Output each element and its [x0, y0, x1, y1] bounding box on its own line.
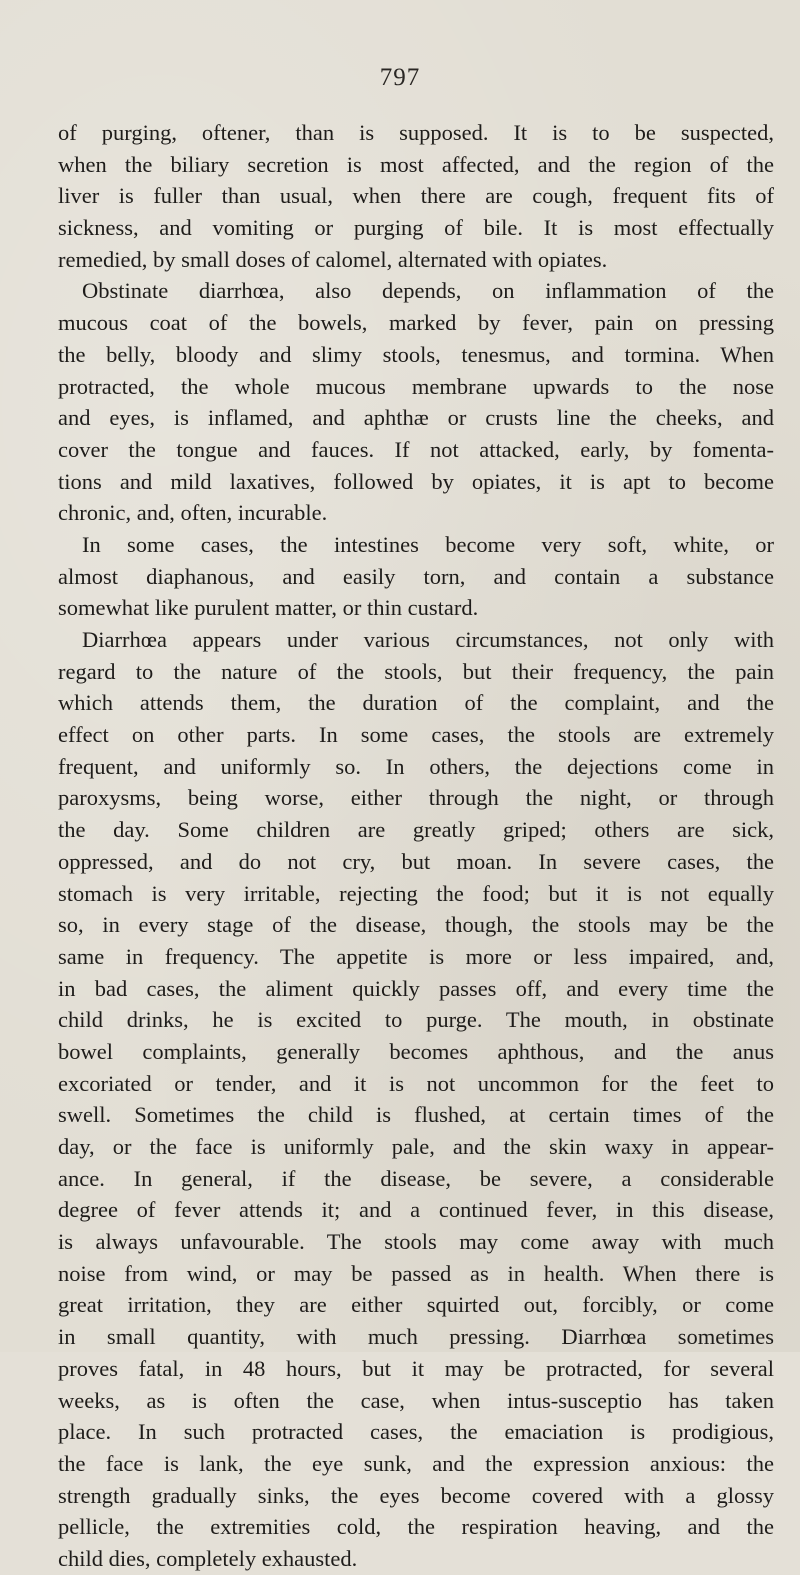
text-line: of purging, oftener, than is supposed. It is to be suspected,	[58, 120, 774, 145]
text-line: is always unfavourable. The stools may come away with much	[58, 1229, 774, 1255]
text-line: great irritation, they are either squirted out, forcibly, or come	[58, 1292, 774, 1318]
text-line: the day. Some children are greatly griped; others are sick,	[58, 817, 774, 843]
text-line: stomach is very irritable, rejecting the food; but it is not equally	[58, 880, 774, 906]
text-line: Obstinate diarrhœa, also depends, on inflammation of the	[82, 278, 774, 304]
text-line: place. In such protracted cases, the emaciation is prodigious,	[58, 1419, 774, 1445]
text-line: child dies, completely exhausted.	[58, 1545, 358, 1571]
text-line: protracted, the whole mucous membrane upwards to the nose	[58, 373, 774, 399]
text-line: Diarrhœa appears under various circumstances, not only with	[82, 627, 774, 652]
body-text	[58, 117, 774, 1575]
text-line: so, in every stage of the disease, though, the stools may be the	[58, 912, 774, 938]
text-line: excoriated or tender, and it is not uncommon for the feet to	[58, 1070, 774, 1096]
text-line: almost diaphanous, and easily torn, and contain a substance	[58, 563, 774, 589]
text-line: In some cases, the intestines become very soft, white, or	[82, 531, 774, 557]
text-line: which attends them, the duration of the complaint, and the	[58, 690, 774, 716]
text-line: in small quantity, with much pressing. Diarrhœa sometimes	[58, 1324, 774, 1350]
text-line: chronic, and, often, incurable.	[58, 500, 328, 526]
text-line: regard to the nature of the stools, but their frequency, the pain	[58, 658, 774, 684]
text-line: effect on other parts. In some cases, the stools are extremely	[58, 722, 774, 748]
text-line: noise from wind, or may be passed as in health. When there is	[58, 1260, 774, 1286]
text-line: pellicle, the extremities cold, the respiration heaving, and the	[58, 1514, 774, 1540]
text-line: the face is lank, the eye sunk, and the expression anxious: the	[58, 1450, 774, 1476]
text-line: bowel complaints, generally becomes aphthous, and the anus	[58, 1038, 774, 1064]
text-line: swell. Sometimes the child is flushed, at certain times of the	[58, 1102, 774, 1128]
text-line: cover the tongue and fauces. If not attacked, early, by fomenta-	[58, 436, 774, 462]
text-line: weeks, as is often the case, when intus-susceptio has taken	[58, 1387, 774, 1413]
text-line: strength gradually sinks, the eyes become covered with a glossy	[58, 1482, 774, 1508]
text-line: degree of fever attends it; and a continued fever, in this disease,	[58, 1197, 774, 1223]
text-line: sickness, and vomiting or purging of bile. It is most effectually	[58, 215, 774, 241]
text-line: ance. In general, if the disease, be severe, a considerable	[58, 1165, 774, 1191]
text-line: day, or the face is uniformly pale, and the skin waxy in appear-	[58, 1134, 774, 1159]
page-number: 797	[379, 64, 421, 91]
text-line: paroxysms, being worse, either through the night, or through	[58, 785, 774, 811]
text-line: tions and mild laxatives, followed by opiates, it is apt to become	[58, 468, 774, 494]
text-line: same in frequency. The appetite is more or less impaired, and,	[58, 943, 774, 969]
text-line: child drinks, he is excited to purge. The mouth, in obstinate	[58, 1007, 774, 1033]
text-line: in bad cases, the aliment quickly passes off, and every time the	[58, 975, 774, 1001]
text-line: somewhat like purulent matter, or thin custard.	[58, 595, 479, 621]
text-line: oppressed, and do not cry, but moan. In severe cases, the	[58, 848, 774, 874]
text-line: frequent, and uniformly so. In others, the dejections come in	[58, 753, 774, 779]
text-line: when the biliary secretion is most affected, and the region of the	[58, 151, 774, 177]
text-line: proves fatal, in 48 hours, but it may be protracted, for several	[58, 1355, 774, 1381]
text-line: mucous coat of the bowels, marked by fever, pain on pressing	[58, 310, 774, 336]
text-line: the belly, bloody and slimy stools, tenesmus, and tormina. When	[58, 341, 774, 367]
text-line: remedied, by small doses of calomel, alternated with opiates.	[58, 246, 608, 272]
text-line: liver is fuller than usual, when there are cough, frequent fits of	[58, 183, 774, 209]
text-line: and eyes, is inflamed, and aphthæ or crusts line the cheeks, and	[58, 405, 774, 431]
